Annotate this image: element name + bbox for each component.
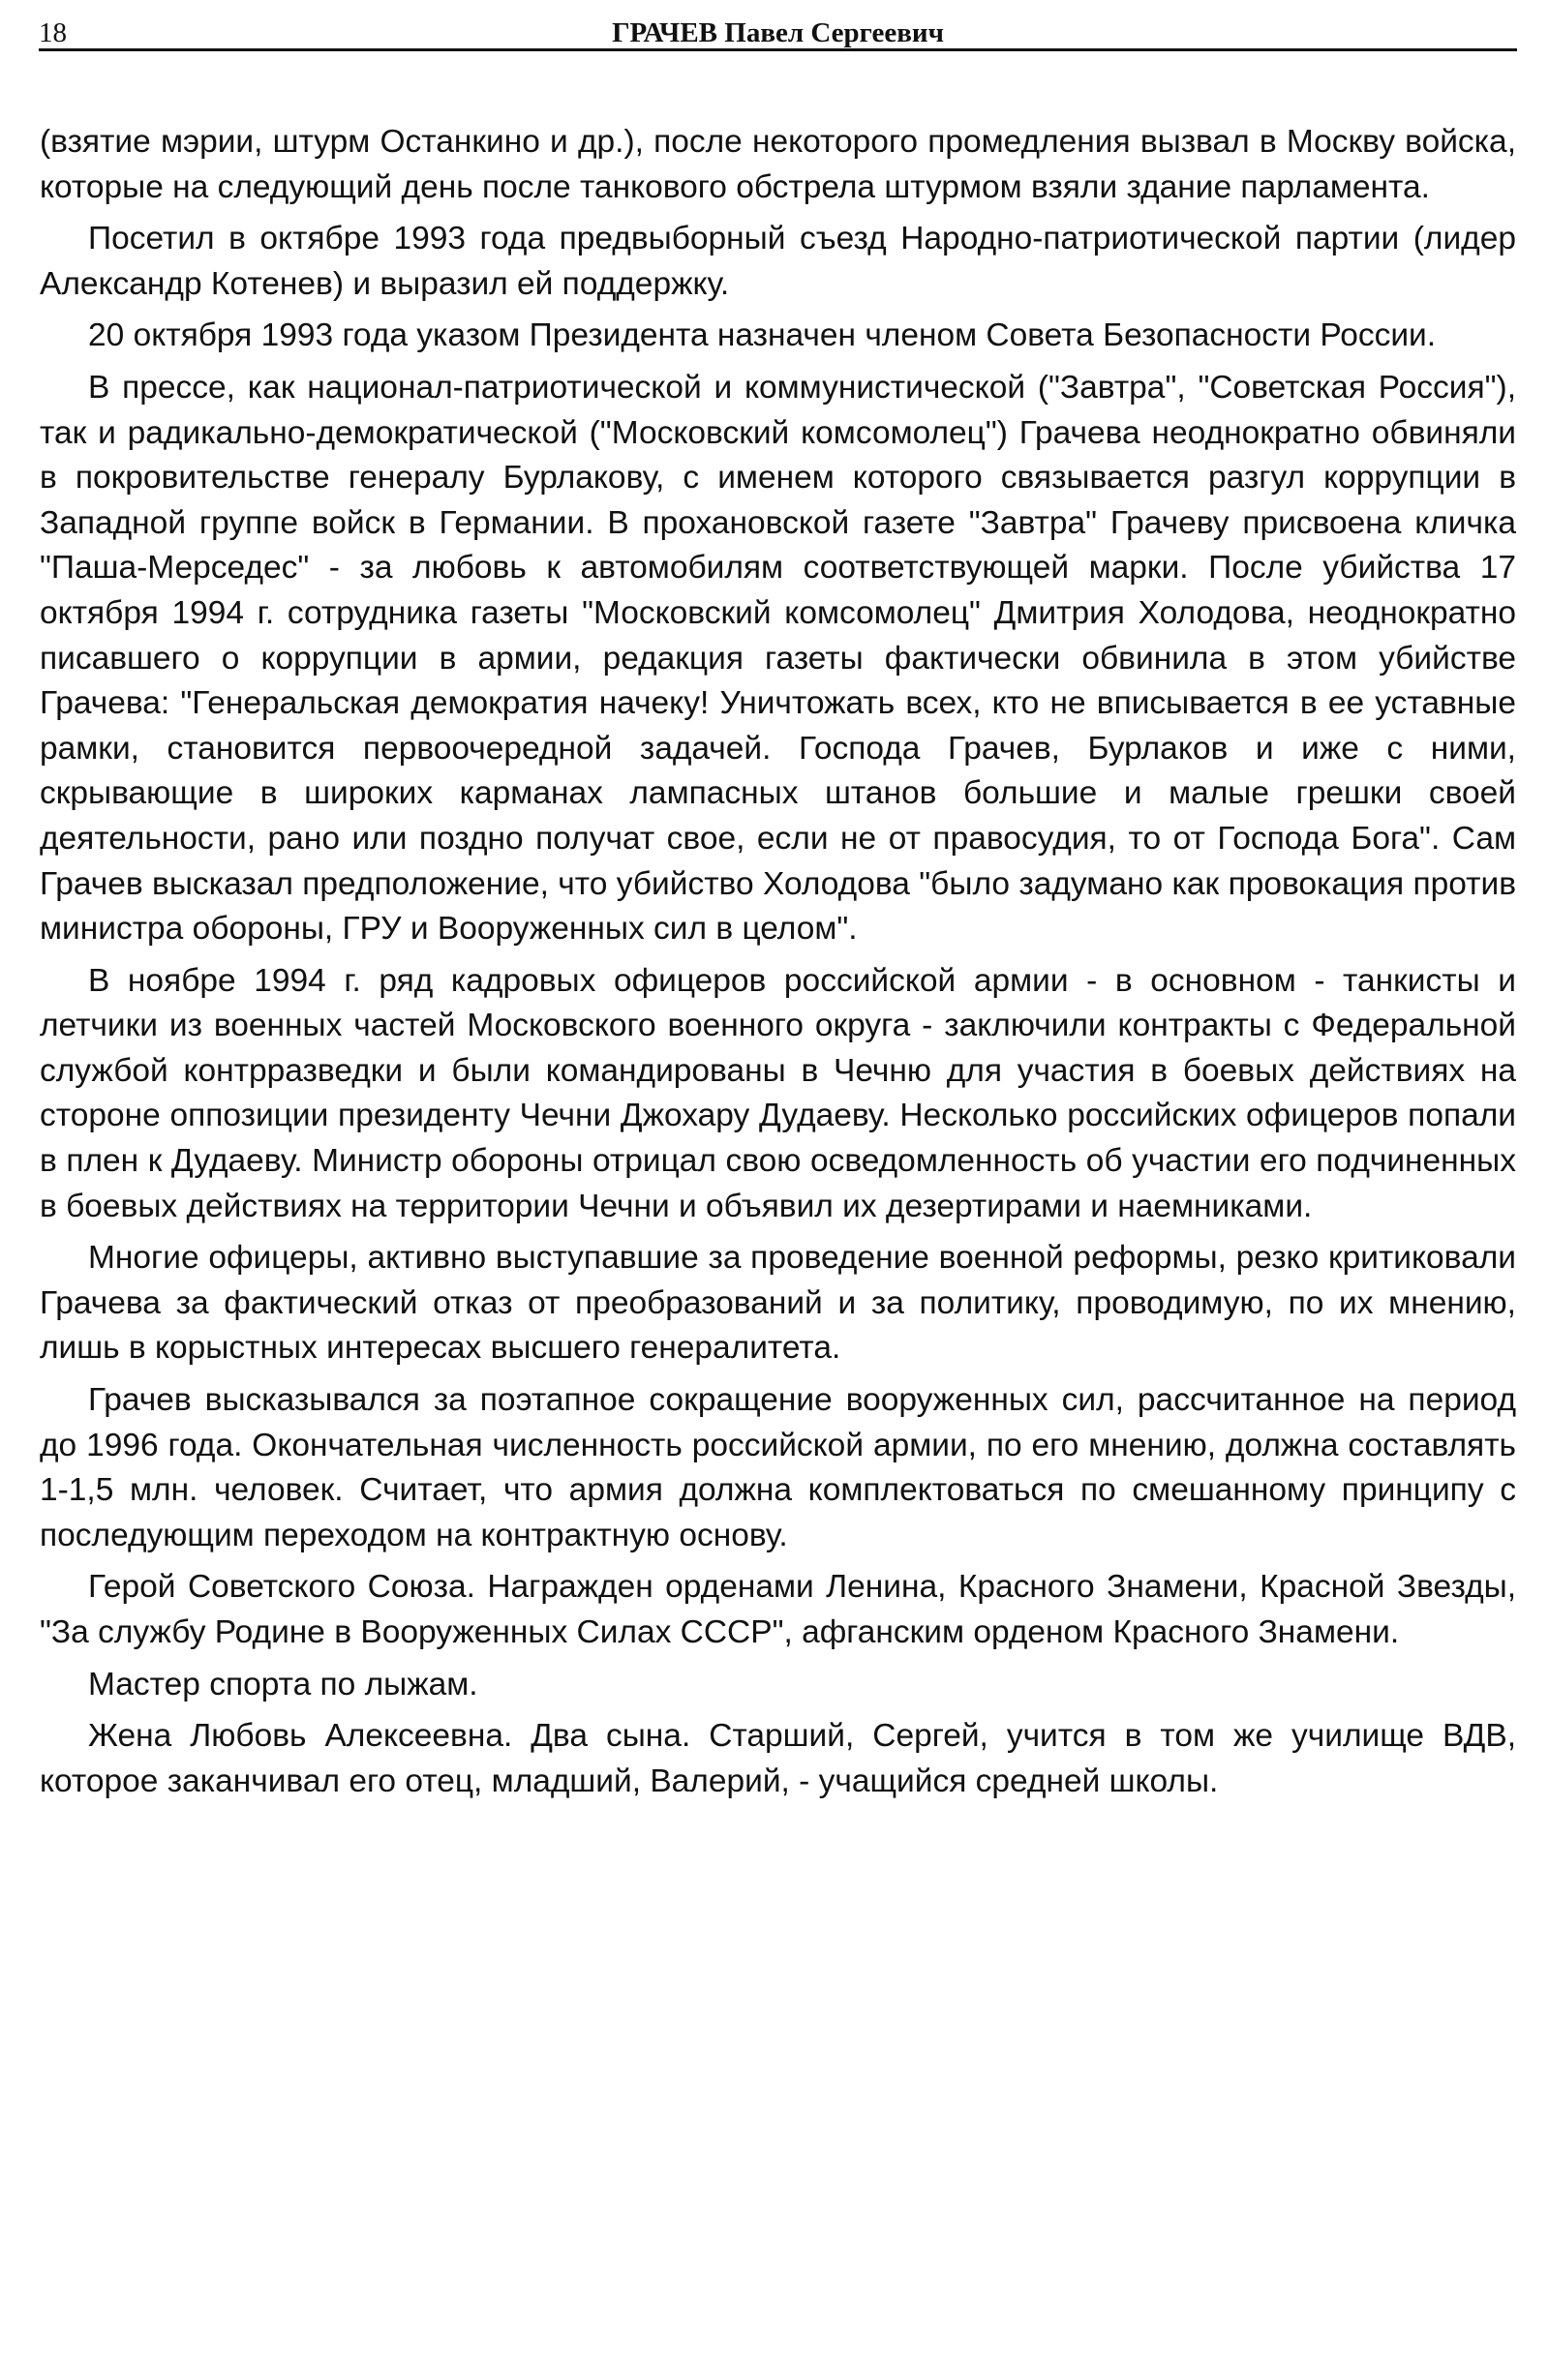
paragraph-continuation: (взятие мэрии, штурм Останкино и др.), после некоторого промедления вызвал в Москву войска, которые на следующий день после танкового обстрела штурмом взяли здание парламента. bbox=[40, 124, 1516, 205]
running-title: ГРАЧЕВ Павел Сергеевич bbox=[612, 17, 944, 48]
body-text bbox=[40, 120, 1516, 1811]
header-divider bbox=[39, 48, 1517, 51]
paragraph: Грачев высказывался за поэтапное сокращение вооруженных сил, рассчитанное на период до 1996 года. Окончательная численность российской армии, по его мнению, должна составлять 1-1,5 млн. человек. Считает, что армия должна комплектоваться по смешанному принципу с последующим переходом на контрактную основу. bbox=[40, 1382, 1516, 1553]
paragraph: Герой Советского Союза. Награжден орденами Ленина, Красного Знамени, Красной Звезды, "За службу Родине в Вооруженных Силах СССР", афганским орденом Красного Знамени. bbox=[40, 1569, 1516, 1650]
paragraph: Мастер спорта по лыжам. bbox=[88, 1666, 478, 1702]
paragraph: 20 октября 1993 года указом Президента назначен членом Совета Безопасности России. bbox=[88, 317, 1437, 354]
paragraph: Посетил в октябре 1993 года предвыборный съезд Народно-патриотической партии (лидер Александр Котенев) и выразил ей поддержку. bbox=[40, 221, 1516, 302]
page-number: 18 bbox=[39, 17, 67, 48]
paragraph: В прессе, как национал-патриотической и коммунистической ("Завтра", "Советская Россия"), так и радикально-демократической ("Московский комсомолец") Грачева неоднократно обвиняли в покровительстве генералу Бурлакову, с именем которого связывается разгул коррупции в Западной группе войск в Германии. В прохановской газете "Завтра" Грачеву присвоена кличка "Паша-Мерседес" - за любовь к автомобилям соответствующей марки. После убийства 17 октября 1994 г. сотрудника газеты "Московский комсомолец" Дмитрия Холодова, неоднократно писавшего о коррупции в армии, редакция газеты фактически обвинила в этом убийстве Грачева: "Генеральская демократия начеку! Уничтожать всех, кто не вписывается в ее уставные рамки, становится первоочередной задачей. Господа Грачев, Бурлаков и иже с ними, скрывающие в широких карманах лампасных штанов большие и малые грешки своей деятельности, рано или поздно получат свое, если не от правосудия, то от Господа Бога". Сам Грачев высказал предположение, что убийство Холодова "было задумано как провокация против министра обороны, ГРУ и Вооруженных сил в целом". bbox=[40, 369, 1516, 948]
paragraph: В ноябре 1994 г. ряд кадровых офицеров российской армии - в основном - танкисты и летчики из военных частей Московского военного округа - заключили контракты с Федеральной службой контрразведки и были командированы в Чечню для участия в боевых действиях на стороне оппозиции президенту Чечни Джохару Дудаеву. Несколько российских офицеров попали в плен к Дудаеву. Министр обороны отрицал свою осведомленность об участии его подчиненных в боевых действиях на территории Чечни и объявил их дезертирами и наемниками. bbox=[40, 962, 1516, 1224]
paragraph: Жена Любовь Алексеевна. Два сына. Старший, Сергей, учится в том же училище ВДВ, которое заканчивал его отец, младший, Валерий, - учащийся средней школы. bbox=[40, 1718, 1516, 1799]
paragraph: Многие офицеры, активно выступавшие за проведение военной реформы, резко критиковали Грачева за фактический отказ от преобразований и за политику, проводимую, по их мнению, лишь в корыстных интересах высшего генералитета. bbox=[40, 1240, 1516, 1367]
